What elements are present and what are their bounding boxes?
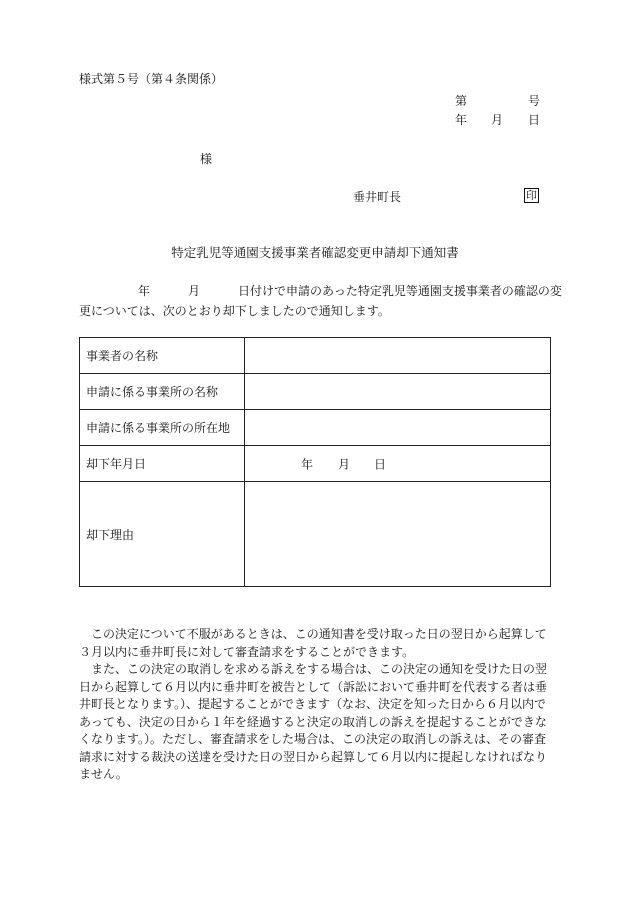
mayor-title: 垂井町長 (353, 190, 402, 204)
intro-line-2: 更については、次のとおり却下しましたので通知します。 (79, 304, 390, 318)
intro-month: 月 (188, 284, 201, 298)
table-row (80, 338, 551, 374)
table-row (80, 410, 551, 446)
document-title: 特定乳児等通園支援事業者確認変更申請却下通知書 (171, 245, 459, 260)
table-row (80, 482, 551, 587)
details-table (79, 337, 551, 587)
seal-mark: 印 (526, 189, 537, 202)
form-number: 様式第５号（第４条関係） (79, 72, 224, 86)
table-row (80, 374, 551, 410)
issue-date-year: 年 (455, 113, 468, 127)
appeal-notice: この決定について不服があるときは、この通知書を受け取った日の翌日から起算して３月以内に垂井町長に対して審査請求をすることができます。 (79, 627, 547, 659)
rejection-date-day: 日 (374, 457, 387, 471)
rejection-date-year: 年 (301, 457, 314, 471)
addressee-honorific: 様 (200, 152, 213, 166)
row-label-rejection-reason: 却下理由 (80, 482, 245, 587)
lawsuit-notice: また、この決定の取消しを求める訴えをする場合は、この決定の通知を受けた日の翌日から起算して６月以内に垂井町を被告として（訴訟において垂井町を代表する者は垂井町長となります。）、提起することができます（なお、決定を知った日から６月以内であっても、決定の日から１年を経過すると決定の取消しの訴えを提起することができなくなります。）。ただし、審査請求をした場合は、この決定の取消しの訴えは、その審査請求に対する裁決の送達を受けた日の翌日から起算して６月以内に提起しなければなりません。 (79, 662, 548, 781)
table-row (80, 446, 551, 482)
value-rejection-reason (245, 482, 551, 587)
value-office-address (245, 410, 551, 446)
row-label-business-name: 事業者の名称 (80, 338, 245, 374)
issue-date-day: 日 (528, 113, 541, 127)
value-rejection-date (245, 446, 551, 482)
document-number-suffix: 号 (528, 94, 541, 108)
issue-date-month: 月 (491, 113, 504, 127)
row-label-rejection-date: 却下年月日 (80, 446, 245, 482)
value-business-name (245, 338, 551, 374)
intro-text-1: 日付けで申請のあった特定乳児等通園支援事業者の確認の変 (238, 284, 562, 298)
intro-year: 年 (138, 284, 151, 298)
row-label-office-address: 申請に係る事業所の所在地 (80, 410, 245, 446)
rejection-date-month: 月 (338, 457, 351, 471)
value-office-name (245, 374, 551, 410)
row-label-office-name: 申請に係る事業所の名称 (80, 374, 245, 410)
document-number-prefix: 第 (455, 94, 468, 108)
intro-line-1 (138, 285, 562, 297)
